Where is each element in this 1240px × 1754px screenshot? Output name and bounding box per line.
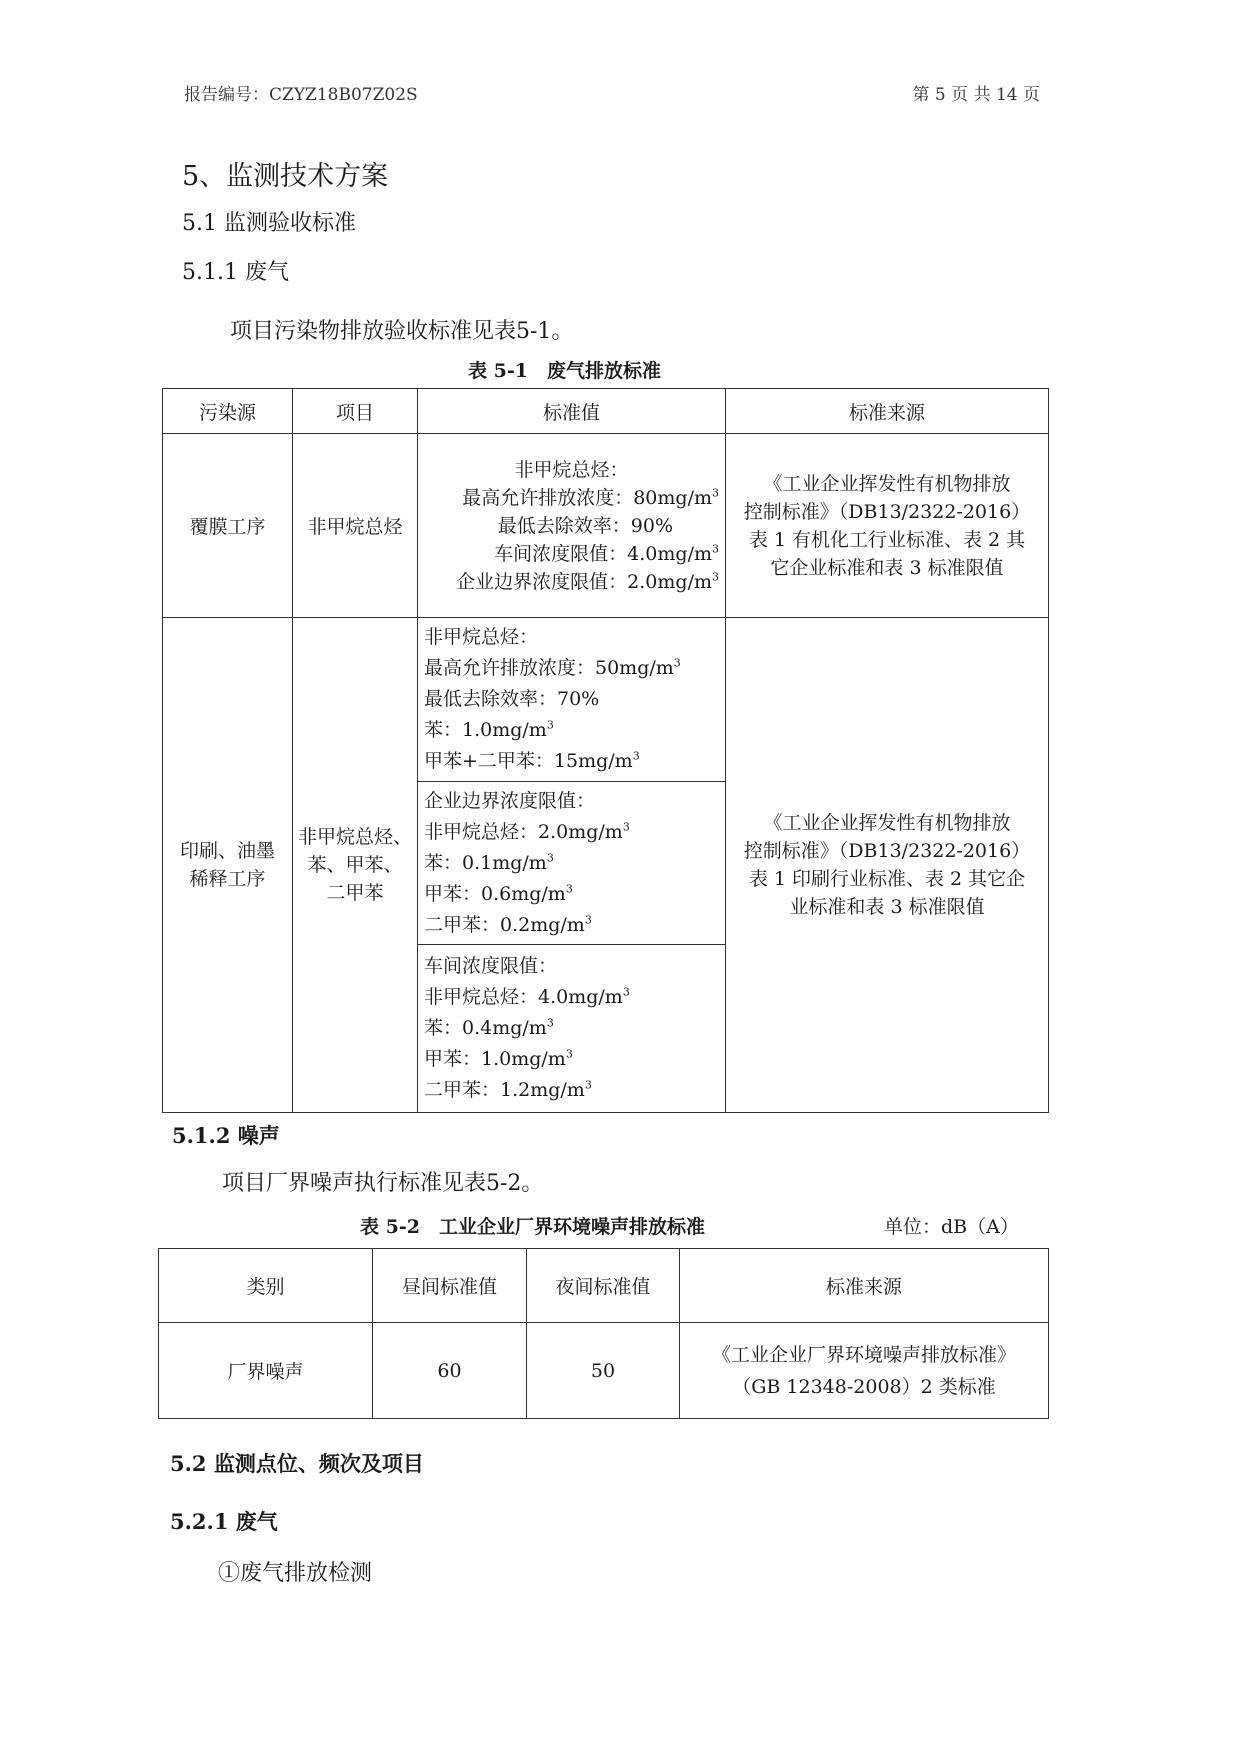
page-info: 第 5 页 共 14 页 [912, 85, 1040, 105]
header-cell: 标准值 [418, 389, 726, 434]
reference-line: 控制标准》（DB13/2322-2016） [743, 500, 1031, 523]
report-number: 报告编号：CZYZ18B07Z02S [184, 85, 418, 105]
value-line: 非甲烷总烃： [514, 458, 629, 481]
reference-line: 控制标准》（DB13/2322-2016） [743, 840, 1031, 862]
value-line: 甲苯+二甲苯：$15mg/m^3$ [424, 749, 640, 772]
table-5-2-intro: 项目厂界噪声执行标准见表5-2。 [222, 1171, 544, 1196]
value-line: 苯：$0.1mg/m^3$ [424, 851, 554, 874]
value-line: 最高允许排放浓度：$80mg/m^3$ [462, 486, 719, 509]
value-line: 非甲烷总烃：$4.0mg/m^3$ [424, 985, 630, 1008]
section-5-title: 5、监测技术方案 [182, 161, 389, 192]
value-line: 非甲烷总烃：$2.0mg/m^3$ [424, 820, 630, 843]
reference-line: 《工业企业挥发性有机物排放 [763, 812, 1011, 834]
value-line: 苯：$1.0mg/m^3$ [424, 718, 554, 741]
emission-limit-block [418, 618, 726, 782]
reference-line: 表 1 有机化工行业标准、表 2 其 [748, 528, 1026, 551]
item-cell: 非甲烷总烃、 苯、甲苯、 二甲苯 [293, 618, 418, 1113]
value-line: 甲苯：$1.0mg/m^3$ [424, 1047, 573, 1070]
table-5-2-caption: 表 5-2 工业企业厂界环境噪声排放标准 [360, 1216, 705, 1238]
value-line: 甲苯：$0.6mg/m^3$ [424, 882, 573, 905]
value-line: 企业边界浓度限值：$2.0mg/m^3$ [456, 570, 719, 593]
waste-gas-standard-table [162, 388, 1049, 1113]
table-row [159, 1323, 1049, 1419]
category-cell: 厂界噪声 [159, 1323, 373, 1419]
table-5-1-caption: 表 5-1 废气排放标准 [468, 360, 661, 382]
value-line: 最低去除效率：90% [497, 514, 673, 537]
item-1-text: ①废气排放检测 [218, 1561, 373, 1586]
source-cell: 印刷、油墨 稀释工序 [163, 618, 293, 1113]
section-5-2-title: 5.2 监测点位、频次及项目 [170, 1451, 424, 1476]
header-cell: 项目 [293, 389, 418, 434]
source-cell: 覆膜工序 [163, 434, 293, 618]
value-line: 企业边界浓度限值： [424, 789, 596, 812]
reference-line: 表 1 印刷行业标准、表 2 其它企 [748, 868, 1026, 890]
table-row [163, 618, 1049, 782]
reference-line: 它企业标准和表 3 标准限值 [770, 556, 1004, 579]
header-cell: 昼间标准值 [373, 1249, 527, 1323]
boundary-limit-block [418, 782, 726, 945]
item-cell: 非甲烷总烃 [293, 434, 418, 618]
reference-line: 《工业企业厂界环境噪声排放标准》 [711, 1343, 1016, 1366]
section-5-1-title: 5.1 监测验收标准 [182, 211, 356, 236]
header-cell: 标准来源 [726, 389, 1049, 434]
table-header-row [163, 389, 1049, 434]
day-value-cell: 60 [373, 1323, 527, 1419]
value-line: 非甲烷总烃： [424, 626, 539, 648]
value-line: 车间浓度限值：$4.0mg/m^3$ [494, 542, 719, 565]
value-line: 二甲苯：$1.2mg/m^3$ [424, 1078, 592, 1101]
reference-line: 业标准和表 3 标准限值 [789, 896, 985, 918]
reference-cell [680, 1323, 1049, 1419]
reference-line: 《工业企业挥发性有机物排放 [763, 472, 1011, 495]
standard-value-cell [418, 434, 726, 618]
value-line: 二甲苯：$0.2mg/m^3$ [424, 913, 592, 936]
reference-cell [726, 618, 1049, 1113]
header-cell: 夜间标准值 [527, 1249, 680, 1323]
header-cell: 类别 [159, 1249, 373, 1323]
section-5-2-1-title: 5.2.1 废气 [170, 1509, 278, 1534]
table-row [163, 434, 1049, 618]
section-5-1-1-title: 5.1.1 废气 [182, 260, 289, 285]
workshop-limit-block [418, 945, 726, 1113]
table-5-1-intro: 项目污染物排放验收标准见表5-1。 [230, 319, 574, 344]
reference-line: （GB 12348-2008）2 类标准 [732, 1375, 996, 1398]
header-cell: 标准来源 [680, 1249, 1049, 1323]
night-value-cell: 50 [527, 1323, 680, 1419]
value-line: 最低去除效率：70% [424, 688, 600, 710]
value-line: 苯：$0.4mg/m^3$ [424, 1016, 554, 1039]
value-line: 最高允许排放浓度：$50mg/m^3$ [424, 656, 681, 679]
table-5-2-unit: 单位：dB（A） [884, 1216, 1019, 1238]
value-line: 车间浓度限值： [424, 955, 558, 977]
header-cell: 污染源 [163, 389, 293, 434]
noise-standard-table [158, 1248, 1049, 1419]
section-5-1-2-title: 5.1.2 噪声 [172, 1123, 280, 1148]
table-header-row [159, 1249, 1049, 1323]
reference-cell [726, 434, 1049, 618]
